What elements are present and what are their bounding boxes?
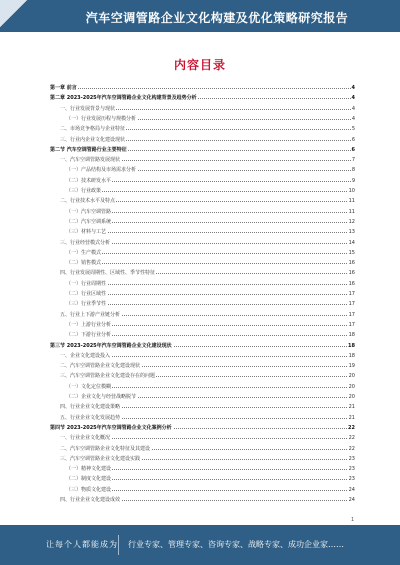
toc-entry-page: 4 xyxy=(351,95,355,102)
toc-entry[interactable] xyxy=(50,115,355,123)
report-header-bar xyxy=(0,0,400,32)
toc-entry-page: 18 xyxy=(348,352,355,359)
toc-entry-title: （一）产品结构及市场需求分析 xyxy=(66,167,137,174)
toc-entry-page: 7 xyxy=(351,157,355,164)
toc-entry[interactable] xyxy=(50,311,355,319)
toc-entry-page: 17 xyxy=(348,321,355,328)
toc-entry[interactable] xyxy=(50,403,355,411)
toc-entry-title: 第四节 2023-2025年汽车空调管路企业文化案例分析 xyxy=(50,424,172,431)
toc-entry-title: （二）技术研发水平 xyxy=(66,177,112,184)
toc-entry-page: 21 xyxy=(348,414,355,421)
toc-entry[interactable] xyxy=(50,177,355,185)
toc-entry-title: 三、汽车空调管路企业文化建设实践 xyxy=(60,455,141,462)
toc-entry-page: 23 xyxy=(348,476,355,483)
toc-entry-title: （三）材料与工艺 xyxy=(66,229,107,236)
toc-entry-title: 一、行业发展背景与现状 xyxy=(60,105,116,112)
toc-entry-title: （一）行业发展历程与规模分析 xyxy=(66,115,137,122)
toc-entry[interactable] xyxy=(50,424,355,432)
toc-entry-page: 13 xyxy=(348,229,355,236)
toc-entry[interactable] xyxy=(50,94,355,102)
toc-leader-dots xyxy=(66,232,355,233)
toc-entry[interactable] xyxy=(50,156,355,164)
header-decoration xyxy=(0,0,36,32)
toc-entry-page: 5 xyxy=(351,126,355,133)
toc-entry-page: 6 xyxy=(351,146,355,153)
toc-entry[interactable] xyxy=(50,321,355,329)
toc-entry-page: 24 xyxy=(348,486,355,493)
toc-entry[interactable] xyxy=(50,259,355,267)
page-number: 1 xyxy=(351,517,355,523)
toc-entry[interactable] xyxy=(50,187,355,195)
toc-entry-title: （三）物质文化建设 xyxy=(66,486,112,493)
toc-entry-title: 三、行业内企业文化建设现状 xyxy=(60,136,126,143)
toc-entry-title: （二）汽车空调系统 xyxy=(66,218,112,225)
toc-entry-page: 8 xyxy=(351,167,355,174)
toc-entry[interactable] xyxy=(50,434,355,442)
toc-entry[interactable] xyxy=(50,146,355,154)
toc-entry[interactable] xyxy=(50,218,355,226)
toc-entry-page: 9 xyxy=(351,177,355,184)
toc-entry-title: （三）行业政策 xyxy=(66,188,102,194)
toc-entry-page: 6 xyxy=(351,136,355,143)
toc-entry[interactable] xyxy=(50,239,355,247)
toc-entry-page: 19 xyxy=(348,363,355,370)
toc-entry[interactable] xyxy=(50,228,355,236)
toc-entry-page: 10 xyxy=(348,188,355,194)
toc-entry-title: （二）行业区域性 xyxy=(66,291,107,297)
toc-entry-title: （一）生产模式 xyxy=(66,249,102,256)
toc-entry[interactable] xyxy=(50,197,355,205)
toc-entry[interactable] xyxy=(50,352,355,360)
toc-entry-title: 二、行业技术水平及特点 xyxy=(60,198,116,205)
toc-entry-page: 15 xyxy=(348,249,355,256)
toc-entry[interactable] xyxy=(50,136,355,144)
toc-entry-page: 17 xyxy=(348,291,355,297)
toc-entry-title: （二）销售模式 xyxy=(66,260,102,267)
toc-entry[interactable] xyxy=(50,496,355,504)
toc-entry-page: 20 xyxy=(348,373,355,380)
toc-entry[interactable] xyxy=(50,383,355,391)
toc-entry[interactable] xyxy=(50,280,355,288)
toc-entry[interactable] xyxy=(50,445,355,453)
report-title: 汽车空调管路企业文化构建及优化策略研究报告 xyxy=(85,11,349,25)
toc-entry[interactable] xyxy=(50,393,355,401)
toc-entry-page: 14 xyxy=(348,239,355,246)
toc-entry-page: 16 xyxy=(348,270,355,277)
toc-entry-title: 四、行业企业文化建设成效 xyxy=(60,497,121,503)
toc-entry[interactable] xyxy=(50,300,355,308)
toc-entry[interactable] xyxy=(50,342,355,350)
toc-entry-page: 21 xyxy=(348,404,355,411)
toc-entry-title: （一）汽车空调管路 xyxy=(66,208,112,215)
toc-leader-dots xyxy=(50,88,355,89)
toc-entry-title: （一）精神文化建设 xyxy=(66,466,112,473)
toc-entry-title: 第一章 前言 xyxy=(50,85,77,91)
toc-entry-title: 第三节 2023-2025年汽车空调管路企业文化建设现状 xyxy=(50,342,172,349)
toc-entry[interactable] xyxy=(50,290,355,298)
toc-entry-page: 22 xyxy=(348,424,355,431)
toc-entry-page: 22 xyxy=(348,445,355,452)
toc-entry-page: 12 xyxy=(348,218,355,225)
toc-entry-title: 一、企业文化建设投入 xyxy=(60,352,111,359)
toc-entry[interactable] xyxy=(50,105,355,113)
toc-entry-title: 一、行业企业文化概况 xyxy=(60,435,111,442)
toc-entry[interactable] xyxy=(50,269,355,277)
toc-entry-title: 五、行业企业文化发展趋势 xyxy=(60,414,121,421)
toc-entry[interactable] xyxy=(50,125,355,133)
footer-tagline: 行业专家、管理专家、咨询专家、战略专家、成功企业家…… xyxy=(128,540,344,549)
toc-entry-page: 11 xyxy=(348,198,355,205)
toc-entry-page: 16 xyxy=(348,260,355,267)
toc-entry[interactable] xyxy=(50,455,355,463)
toc-entry-page: 18 xyxy=(348,332,355,339)
toc-entry-page: 23 xyxy=(348,455,355,462)
toc-entry[interactable] xyxy=(50,362,355,370)
toc-entry-title: 二、汽车空调管路企业文化特征及其建设 xyxy=(60,445,151,452)
toc-entry-page: 18 xyxy=(348,342,355,349)
toc-entry[interactable] xyxy=(50,208,355,216)
toc-entry-page: 11 xyxy=(348,208,355,215)
toc-entry-page: 23 xyxy=(348,466,355,473)
toc-entry-page: 4 xyxy=(351,105,355,112)
toc-entry-title: （三）行业季节性 xyxy=(66,301,107,308)
toc-entry[interactable] xyxy=(50,249,355,257)
toc-entry-title: （一）文化定位模糊 xyxy=(66,383,112,390)
toc-entry-page: 17 xyxy=(348,301,355,308)
toc-entry-title: 五、行业上下游产业链分析 xyxy=(60,311,121,318)
toc-leader-dots xyxy=(66,263,355,264)
toc-entry-title: 一、汽车空调管路发展现状 xyxy=(60,157,121,164)
footer-divider xyxy=(118,535,119,555)
toc-entry-title: （二）制度文化建设 xyxy=(66,476,112,483)
toc-entry-page: 24 xyxy=(348,497,355,503)
toc-entry-title: 四、行业企业文化建设策略 xyxy=(60,404,121,411)
toc-entry-title: 二、市场竞争格局与企业特征 xyxy=(60,126,126,133)
toc-entry-page: 20 xyxy=(348,394,355,400)
toc-leader-dots xyxy=(66,304,355,305)
toc-entry[interactable] xyxy=(50,372,355,380)
footer-slogan: 让每个人都能成为 xyxy=(46,540,118,549)
toc-entry-title: 三、行业经营模式分析 xyxy=(60,239,111,246)
toc-entry-title: 二、汽车空调管路企业文化建设现状 xyxy=(60,363,141,370)
toc-entry-title: 三、汽车空调管路企业文化建设存在的问题 xyxy=(60,373,156,380)
toc-entry-title: 第二章 2023-2025年汽车空调管路企业文化构建背景及趋势分析 xyxy=(50,95,197,102)
toc-entry-page: 17 xyxy=(348,311,355,318)
toc-entry[interactable] xyxy=(50,475,355,483)
toc-entry-page: 22 xyxy=(348,435,355,442)
table-of-contents xyxy=(50,84,355,512)
toc-entry-title: （一）上游行业分析 xyxy=(66,321,112,328)
toc-entry[interactable] xyxy=(50,465,355,473)
toc-entry[interactable] xyxy=(50,414,355,422)
toc-entry-page: 4 xyxy=(351,85,355,91)
toc-heading: 内容目录 xyxy=(173,58,226,72)
toc-leader-dots xyxy=(66,294,355,295)
toc-entry-title: 第二节 汽车空调管路行业主要特征 xyxy=(50,146,127,153)
footer-bar xyxy=(0,525,400,565)
toc-leader-dots xyxy=(66,191,355,192)
toc-entry[interactable] xyxy=(50,331,355,339)
toc-entry-title: 四、行业发展周期性、区域性、季节性特征 xyxy=(60,270,156,277)
toc-entry[interactable] xyxy=(50,486,355,494)
toc-entry-page: 20 xyxy=(348,383,355,390)
toc-entry-title: （一）行业周期性 xyxy=(66,280,107,287)
toc-entry[interactable] xyxy=(50,84,355,92)
toc-entry-title: （二）下游行业分析 xyxy=(66,332,112,339)
toc-entry-page: 4 xyxy=(351,115,355,122)
toc-entry[interactable] xyxy=(50,166,355,174)
toc-leader-dots xyxy=(66,284,355,285)
toc-leader-dots xyxy=(66,253,355,254)
toc-entry-title: （二）企业文化与经营战略脱节 xyxy=(66,394,137,400)
toc-entry-page: 16 xyxy=(348,280,355,287)
